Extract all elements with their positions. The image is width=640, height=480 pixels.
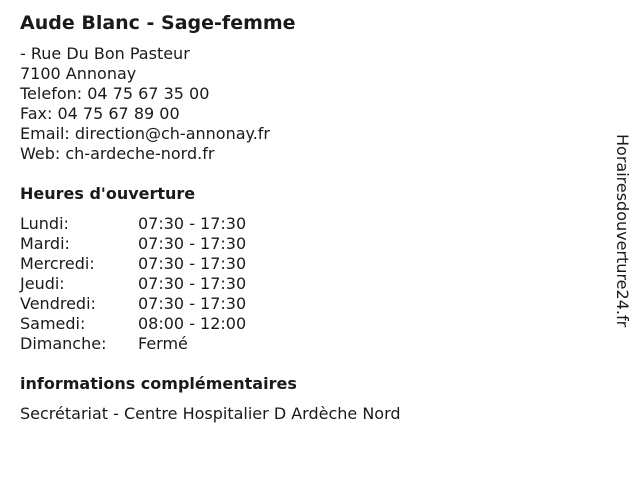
- day-label: Vendredi:: [20, 294, 96, 313]
- hours-row-mardi: [20, 234, 320, 254]
- city: 7100 Annonay: [20, 64, 137, 83]
- hours-row-dimanche: [20, 334, 320, 354]
- hours-row-vendredi: [20, 294, 320, 314]
- site-watermark: Horairesdouverture24.fr: [613, 134, 632, 328]
- additional-info-heading: informations complémentaires: [20, 374, 297, 393]
- hours-row-samedi: [20, 314, 320, 334]
- website: Web: ch-ardeche-nord.fr: [20, 144, 215, 163]
- hours-row-jeudi: [20, 274, 320, 294]
- opening-hours-list: [20, 214, 320, 354]
- email-address: Email: direction@ch-annonay.fr: [20, 124, 270, 143]
- day-label: Mardi:: [20, 234, 70, 253]
- time-range: 07:30 - 17:30: [138, 214, 247, 233]
- opening-hours-heading: Heures d'ouverture: [20, 184, 196, 203]
- hours-row-lundi: [20, 214, 320, 234]
- day-label: Jeudi:: [20, 274, 65, 293]
- street-address: - Rue Du Bon Pasteur: [20, 44, 190, 63]
- page-title: Aude Blanc - Sage-femme: [20, 12, 296, 34]
- time-range: 07:30 - 17:30: [138, 254, 247, 273]
- additional-info-text: Secrétariat - Centre Hospitalier D Ardèche Nord: [20, 404, 401, 423]
- day-label: Samedi:: [20, 314, 86, 333]
- day-label: Mercredi:: [20, 254, 95, 273]
- time-range: 07:30 - 17:30: [138, 274, 247, 293]
- time-range: 07:30 - 17:30: [138, 294, 247, 313]
- time-range: 07:30 - 17:30: [138, 234, 247, 253]
- day-label: Lundi:: [20, 214, 69, 233]
- address-block: [20, 44, 270, 164]
- fax-number: Fax: 04 75 67 89 00: [20, 104, 180, 123]
- time-range: 08:00 - 12:00: [138, 314, 247, 333]
- time-range: Fermé: [138, 334, 188, 353]
- hours-row-mercredi: [20, 254, 320, 274]
- phone-number: Telefon: 04 75 67 35 00: [20, 84, 210, 103]
- day-label: Dimanche:: [20, 334, 107, 353]
